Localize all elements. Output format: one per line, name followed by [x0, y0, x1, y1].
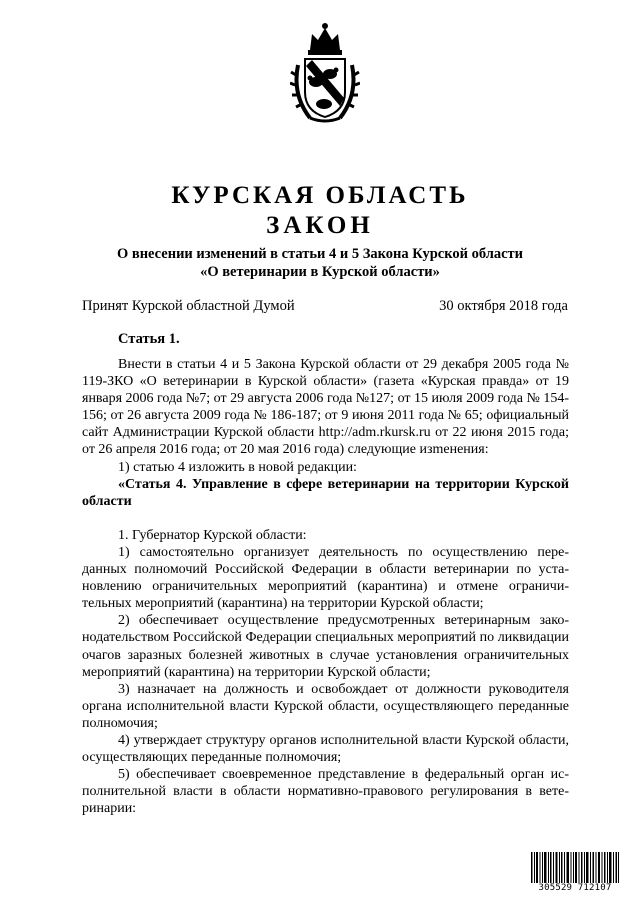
paragraph: 1. Губернатор Курской области:	[118, 527, 307, 543]
barcode-lines	[530, 852, 620, 883]
paragraph: 2) обеспечивает осуществление предусмотренных ветеринарным законодательством Российской Федерации специальных мероприятий по ликвидации очагов заразных болезней животных в случае установления ограничительных мероприятий (карантина) на территории Курской области;	[82, 613, 569, 680]
document-barcode	[530, 852, 620, 894]
coat-of-arms-emblem	[290, 20, 360, 125]
barcode-number: 305529 712107	[538, 883, 612, 893]
region-title: КУРСКАЯ ОБЛАСТЬ	[171, 182, 469, 209]
subtitle-line: О внесении изменений в статьи 4 и 5 Закона Курской области	[116, 246, 524, 262]
paragraph: 1) статью 4 изложить в новой редакции:	[118, 459, 357, 475]
paragraph: 1) самостоятельно организует деятельность по осуществлению переданных полномочий Российской Федерации в области ветеринарии по установлению ограничительных мероприятий (карантина) и отмене ограничительных мероприятий (карантина) на территории Курской области;	[82, 544, 569, 612]
article-4-heading: «Статья 4. Управление в сфере ветеринарии на территории Курской области	[82, 476, 569, 509]
paragraph: Внести в статьи 4 и 5 Закона Курской области от 29 декабря 2005 года № 119-ЗКО «О ветеринарии в Курской области» (газета «Курская правда» от 19 января 2006 года №7; от 29 августа 2006 года №127; от 15 июля 2009 года № 154-156; от 26 августа 2009 года № 186-187; от 9 июня 2011 года № 65; официальный сайт Администрации Курской области http://adm.rkursk.ru от 22 июня 2015 года; от 26 апреля 2016 года; от 20 мая 2016 года) следующие изmенения:	[82, 357, 569, 458]
paragraph: 5) обеспечивает своевременное представление в федеральный орган исполнительной власти в области нормативно-правового регулирования в ветеринарии:	[82, 767, 569, 817]
document-body	[82, 356, 569, 817]
document-type-title: ЗАКОН	[266, 212, 374, 239]
adopted-by-text: Принят Курской областной Думой	[82, 298, 295, 314]
article-heading: Статья 1.	[118, 331, 180, 347]
paragraph: 4) утверждает структуру органов исполнительной власти Курской области, осуществляющих переданные полномочия;	[82, 732, 569, 766]
paragraph: 3) назначает на должность и освобождает от должности руководителя органа исполнительной власти Курской области, осуществляющего переданные полномочия;	[82, 681, 569, 731]
subtitle-line: «О ветеринарии в Курской области»	[200, 264, 440, 280]
law-subtitle	[0, 245, 640, 281]
adoption-date: 30 октября 2018 года	[439, 298, 568, 314]
